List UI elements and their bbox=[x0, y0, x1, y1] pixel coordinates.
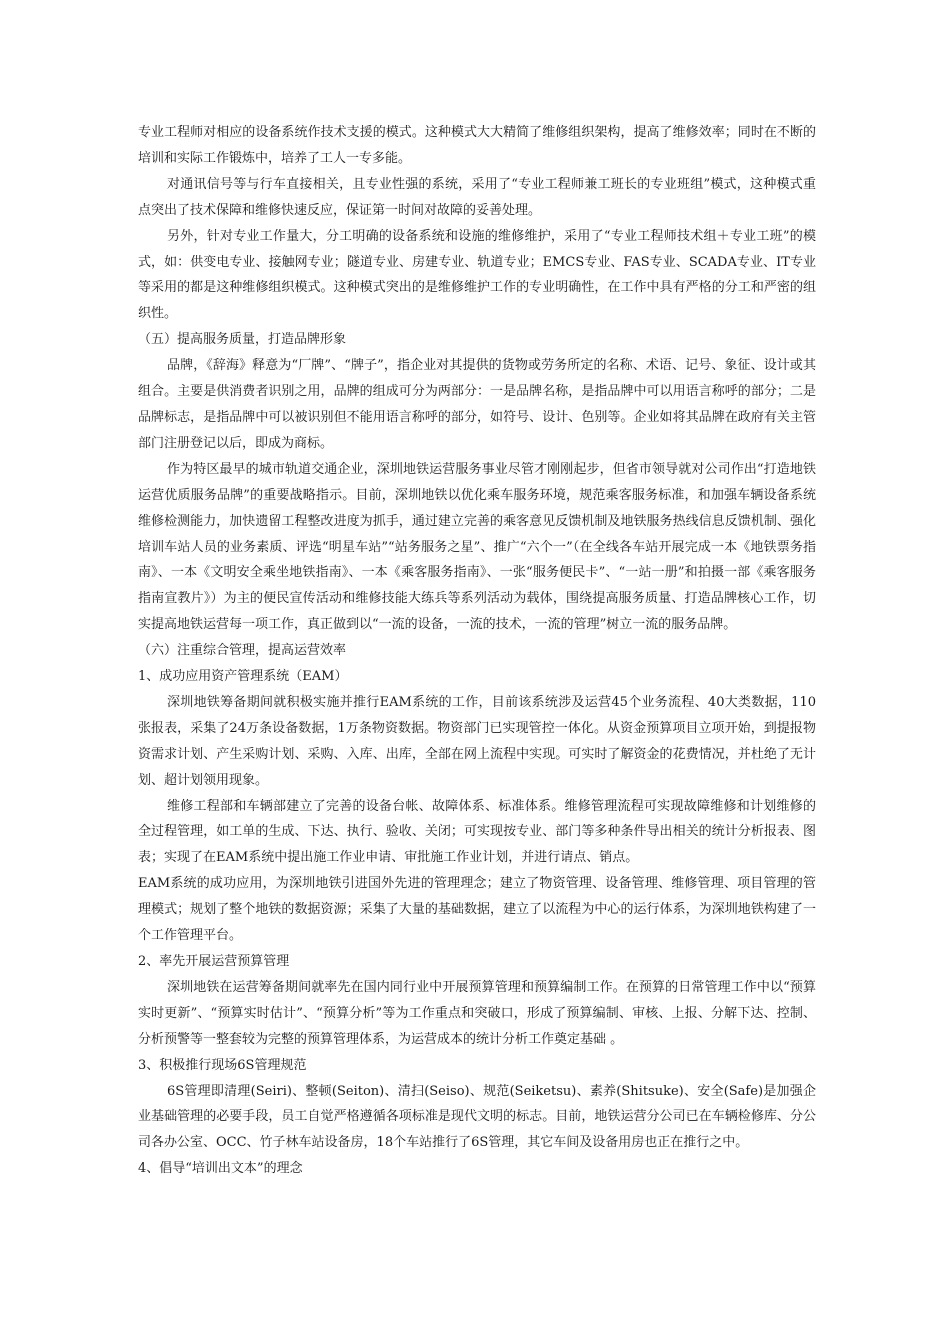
paragraph: 6S管理即清理(Seiri)、整顿(Seiton)、清扫(Seiso)、规范(Seiketsu)、素养(Shitsuke)、安全(Safe)是加强企业基础管理的必要手段，员工自觉严格遵循各项标准是现代文明的标志。目前，地铁运营分公司已在车辆检修库、分公司各办公室、OCC、竹子林车站设备房，18个车站推行了6S管理，其它车间及设备用房也正在推行之中。 bbox=[138, 1083, 816, 1151]
paragraph: 品牌，《辞海》释意为“厂牌”、“牌子”，指企业对其提供的货物或劳务所定的名称、术语、记号、象征、设计或其组合。主要是供消费者识别之用，品牌的组成可分为两部分：一是品牌名称，是指品牌中可以用语言称呼的部分；二是品牌标志，是指品牌中可以被识别但不能用语言称呼的部分，如符号、设计、色别等。企业如将其品牌在政府有关主管部门注册登记以后，即成为商标。 bbox=[138, 358, 816, 451]
paragraph: 深圳地铁在运营筹备期间就率先在国内同行业中开展预算管理和预算编制工作。在预算的日常管理工作中以“预算实时更新”、“预算实时估计”、“预算分析”等为工作重点和突破口，形成了预算编制、审核、上报、分解下达、控制、分析预警等一整套较为完整的预算管理体系，为运营成本的统计分析工作奠定基础 。 bbox=[138, 979, 816, 1047]
section-heading: （五）提高服务质量，打造品牌形象 bbox=[138, 332, 347, 348]
paragraph: 专业工程师对相应的设备系统作技术支援的模式。这种模式大大精简了维修组织架构，提高了维修效率；同时在不断的培训和实际工作锻炼中，培养了工人一专多能。 bbox=[138, 125, 816, 166]
paragraph: 对通讯信号等与行车直接相关，且专业性强的系统，采用了“专业工程师兼工班长的专业班组”模式，这种模式重点突出了技术保障和维修快速反应，保证第一时间对故障的妥善处理。 bbox=[138, 176, 816, 218]
section-heading: 4、倡导“培训出文本”的理念 bbox=[138, 1161, 303, 1177]
section-heading: 2、率先开展运营预算管理 bbox=[138, 954, 290, 969]
paragraph: 另外，针对专业工作量大，分工明确的设备系统和设施的维修维护，采用了“专业工程师技术组＋专业工班”的模式，如：供变电专业、接触网专业；隧道专业、房建专业、轨道专业；EMCS专业、FAS专业、SCADA专业、IT专业等采用的都是这种维修组织模式。这种模式突出的是维修维护工作的专业明确性，在工作中具有严格的分工和严密的组织性。 bbox=[138, 228, 816, 322]
document-body bbox=[138, 120, 816, 1182]
paragraph: 维修工程部和车辆部建立了完善的设备台帐、故障体系、标准体系。维修管理流程可实现故障维修和计划维修的全过程管理，如工单的生成、下达、执行、验收、关闭；可实现按专业、部门等多种条件导出相关的统计分析报表、图表；实现了在EAM系统中提出施工作业申请、审批施工作业计划，并进行请点、销点。 bbox=[138, 798, 816, 866]
section-heading: （六）注重综合管理，提高运营效率 bbox=[138, 643, 347, 659]
section-heading: 3、积极推行现场6S管理规范 bbox=[138, 1057, 307, 1073]
paragraph: EAM系统的成功应用，为深圳地铁引进国外先进的管理理念；建立了物资管理、设备管理、维修管理、项目管理的管理模式；规划了整个地铁的数据资源；采集了大量的基础数据，建立了以流程为中心的运行体系，为深圳地铁构建了一个工作管理平台。 bbox=[138, 876, 816, 944]
paragraph: 深圳地铁筹备期间就积极实施并推行EAM系统的工作，目前该系统涉及运营45个业务流程、40大类数据，110张报表，采集了24万条设备数据，1万条物资数据。物资部门已实现管控一体化。从资金预算项目立项开始，到提报物资需求计划、产生采购计划、采购、入库、出库，全部在网上流程中实现。可实时了解资金的花费情况，并杜绝了无计划、超计划领用现象。 bbox=[138, 694, 816, 788]
paragraph: 作为特区最早的城市轨道交通企业，深圳地铁运营服务事业尽管才刚刚起步，但省市领导就对公司作出“打造地铁运营优质服务品牌”的重要战略指示。目前，深圳地铁以优化乘车服务环境，规范乘客服务标准，和加强车辆设备系统维修检测能力，加快遗留工程整改进度为抓手，通过建立完善的乘客意见反馈机制及地铁服务热线信息反馈机制、强化培训车站人员的业务素质、评选“明星车站”“站务服务之星”、推广“六个一”（在全线各车站开展完成一本《地铁票务指南》、一本《文明安全乘坐地铁指南》、一本《乘客服务指南》、一张“服务便民卡”、“一站一册”和拍摄一部《乘客服务指南宣教片》）为主的便民宣传活动和维修技能大练兵等系列活动为载体，围绕提高服务质量、打造品牌核心工作，切实提高地铁运营每一项工作，真正做到以“一流的设备，一流的技术，一流的管理”树立一流的服务品牌。 bbox=[138, 461, 816, 633]
section-heading: 1、成功应用资产管理系统（EAM） bbox=[138, 669, 348, 685]
